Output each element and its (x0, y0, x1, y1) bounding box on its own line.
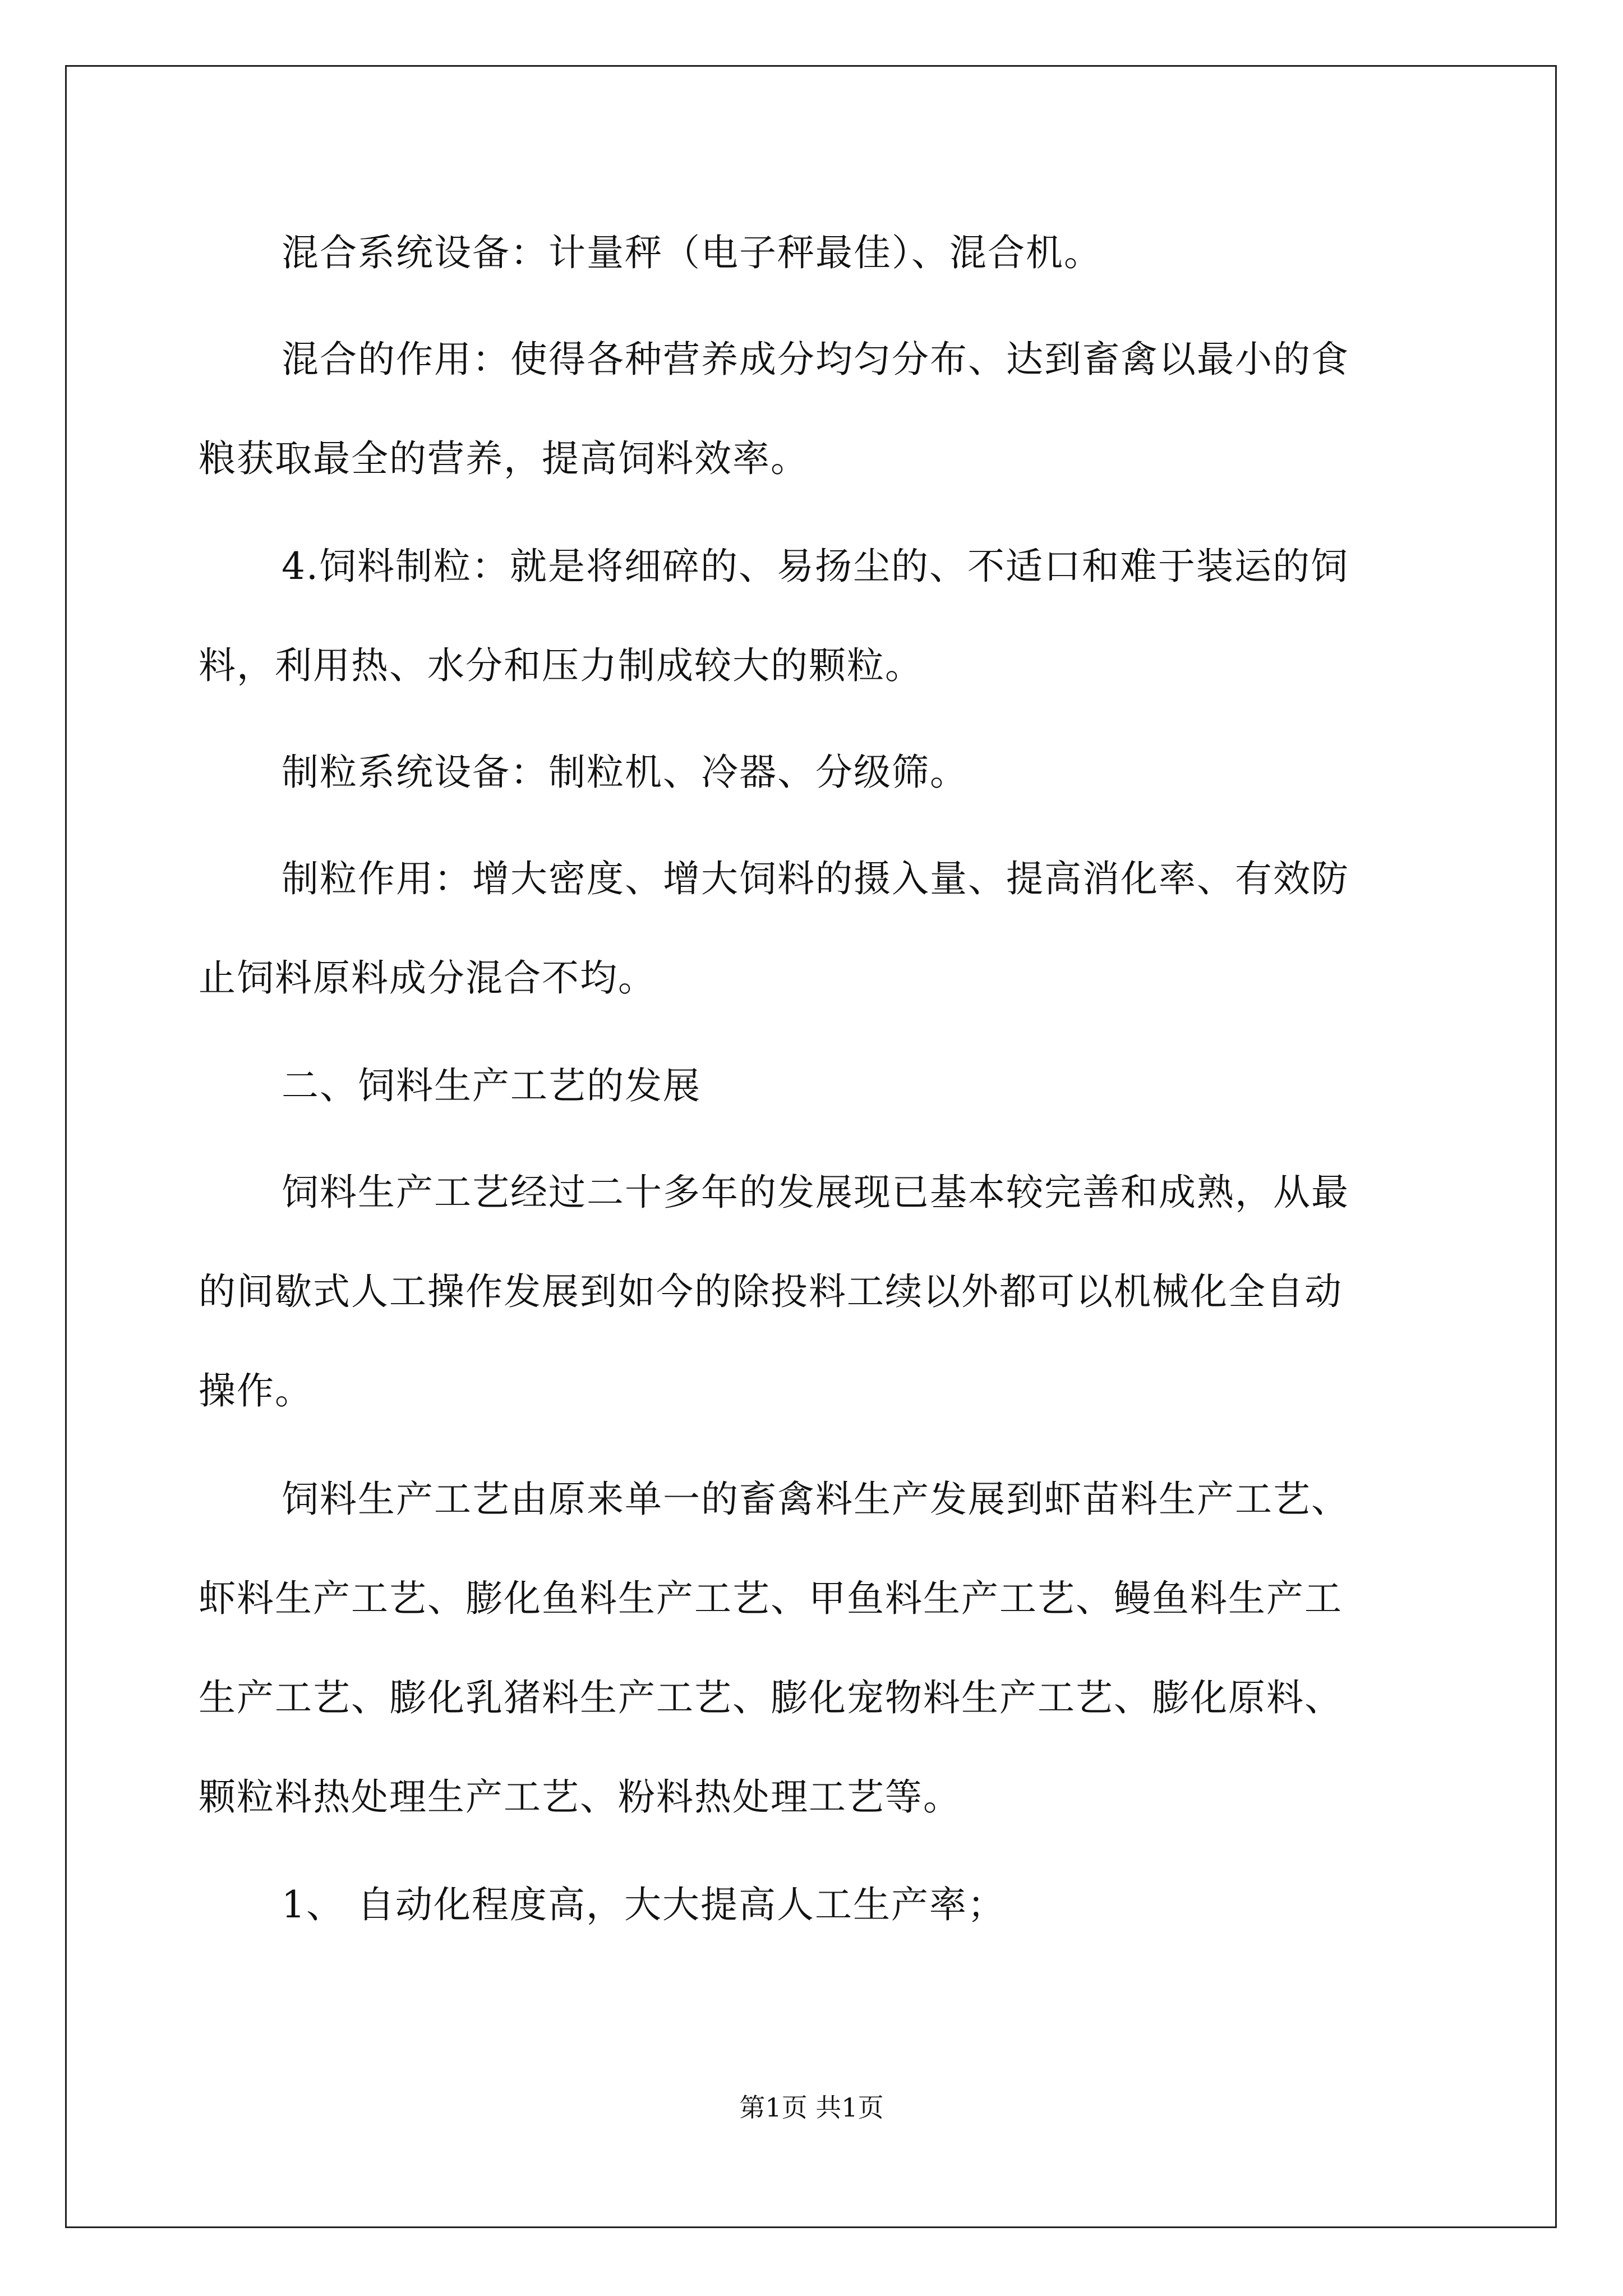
paragraph-processes-line-1: 饲料生产工艺由原来单一的畜禽料生产发展到虾苗料生产工艺、 (282, 1478, 1349, 1521)
paragraph-mixing-role-line-2: 粮获取最全的营养，提高饲料效率。 (199, 437, 809, 480)
paragraph-development-line-2: 的间歇式人工操作发展到如今的除投料工续以外都可以机械化全自动 (199, 1270, 1343, 1313)
page-footer: 第1页 共1页 (739, 2092, 884, 2123)
paragraph-pelleting-role-line-2: 止饲料原料成分混合不均。 (199, 956, 656, 1000)
list-item-1: 1、 自动化程度高，大大提高人工生产率； (282, 1883, 1006, 1926)
section-heading: 二、饲料生产工艺的发展 (282, 1064, 701, 1107)
paragraph-mixing-equipment-line-1: 混合系统设备：计量秤（电子秤最佳）、混合机。 (282, 231, 1102, 274)
paragraph-processes-line-2: 虾料生产工艺、膨化鱼料生产工艺、甲鱼料生产工艺、鳗鱼料生产工 (199, 1577, 1343, 1620)
paragraph-mixing-role-line-1: 混合的作用：使得各种营养成分均匀分布、达到畜禽以最小的食 (282, 338, 1349, 381)
paragraph-pelleting-equipment-line-1: 制粒系统设备：制粒机、冷器、分级筛。 (282, 751, 968, 794)
paragraph-pelleting-line-2: 料，利用热、水分和压力制成较大的颗粒。 (199, 644, 923, 687)
paragraph-development-line-3: 操作。 (199, 1369, 313, 1412)
paragraph-pelleting-role-line-1: 制粒作用：增大密度、增大饲料的摄入量、提高消化率、有效防 (282, 857, 1349, 900)
paragraph-development-line-1: 饲料生产工艺经过二十多年的发展现已基本较完善和成熟，从最 (282, 1171, 1349, 1214)
paragraph-processes-line-4: 颗粒料热处理生产工艺、粉料热处理工艺等。 (199, 1775, 961, 1819)
paragraph-pelleting-line-1: 4.饲料制粒：就是将细碎的、易扬尘的、不适口和难于装运的饲 (282, 545, 1349, 588)
paragraph-processes-line-3: 生产工艺、膨化乳猪料生产工艺、膨化宠物料生产工艺、膨化原料、 (199, 1676, 1343, 1719)
